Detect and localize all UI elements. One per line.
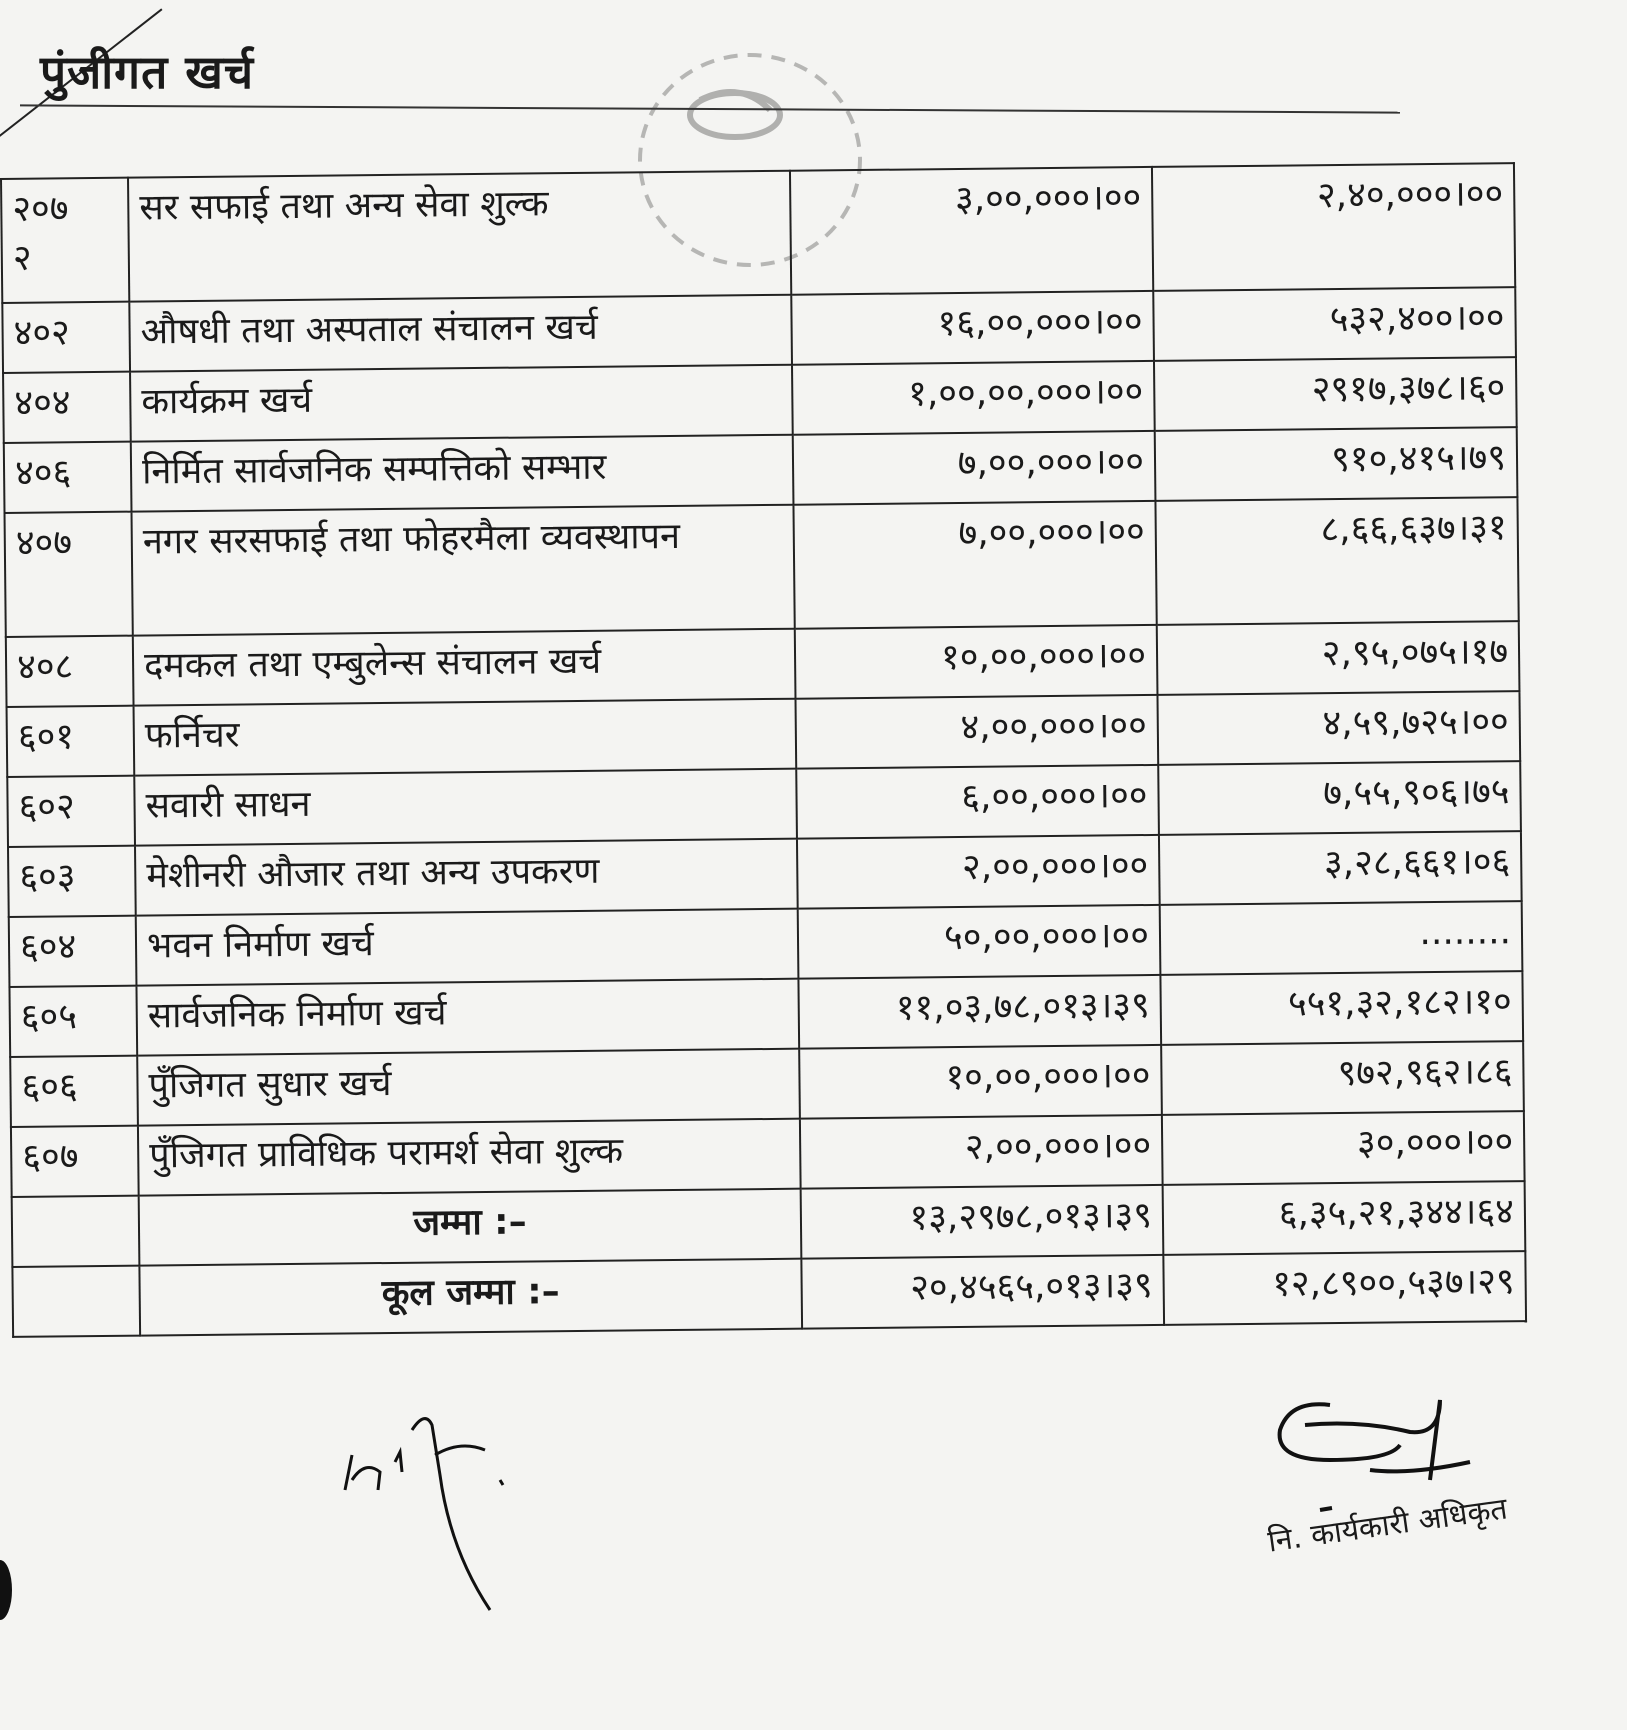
budget-code: ४०४: [3, 372, 131, 443]
budget-code: ४०८: [6, 636, 134, 707]
ledger-row: [5, 497, 1519, 637]
expense-title: फर्निचर: [134, 699, 797, 776]
expense-title: दमकल तथा एम्बुलेन्स संचालन खर्च: [133, 629, 796, 706]
empty-cell: [12, 1266, 140, 1337]
expense-title: पुँजिगत प्राविधिक परामर्श सेवा शुल्क: [138, 1119, 801, 1196]
expense-title: पुँजिगत सुधार खर्च: [137, 1049, 800, 1126]
budget-code: ४०७: [5, 512, 133, 637]
page-heading: पुंजीगत खर्च: [40, 45, 255, 99]
signature-left: [340, 1400, 580, 1630]
budget-amount: १,००,००,०००।००: [792, 361, 1155, 435]
budget-code: ६०४: [9, 916, 137, 987]
budget-amount: २,००,०००।००: [797, 835, 1160, 909]
expense-title: सर सफाई तथा अन्य सेवा शुल्क: [128, 171, 791, 302]
budget-code: ६०३: [8, 846, 136, 917]
expense-amount: ५५१,३२,१८२।१०: [1160, 971, 1523, 1045]
capital-expense-ledger: [0, 162, 1527, 1338]
budget-amount: ५०,००,०००।००: [798, 905, 1161, 979]
expense-amount: ३०,०००।००: [1162, 1111, 1525, 1185]
budget-code: ६०५: [9, 986, 137, 1057]
expense-title: औषधी तथा अस्पताल संचालन खर्च: [129, 295, 792, 372]
expense-title: भवन निर्माण खर्च: [136, 909, 799, 986]
expense-amount: ........: [1160, 901, 1523, 975]
expense-title: सवारी साधन: [134, 769, 797, 846]
budget-amount: २,००,०००।००: [800, 1115, 1163, 1189]
empty-cell: [12, 1196, 140, 1267]
grandtotal-row-label: कूल जम्मा :–: [139, 1259, 802, 1336]
budget-code: ४०६: [4, 442, 132, 513]
expense-amount: ३,२८,६६१।०६: [1159, 831, 1522, 905]
grandtotal-row-budget: २०,४५६५,०१३।३९: [801, 1255, 1164, 1329]
subtotal-row-expense: ६,३५,२१,३४४।६४: [1163, 1181, 1526, 1255]
budget-amount: ३,००,०००।००: [790, 167, 1153, 295]
expense-amount: ८,६६,६३७।३१: [1155, 497, 1518, 625]
budget-amount: ७,००,०००।००: [793, 431, 1156, 505]
budget-code: ६०१: [7, 706, 135, 777]
expense-amount: ४,५९,७२५।००: [1157, 691, 1520, 765]
grandtotal-row: [12, 1251, 1526, 1337]
officer-title: नि. कार्यकारी अधिकृत: [1265, 1491, 1510, 1560]
budget-code: ६०६: [10, 1056, 138, 1127]
budget-amount: ११,०३,७८,०१३।३९: [798, 975, 1161, 1049]
budget-amount: ४,००,०००।००: [795, 695, 1158, 769]
expense-title: नगर सरसफाई तथा फोहरमैला व्यवस्थापन: [132, 505, 795, 636]
expense-title: कार्यक्रम खर्च: [130, 365, 793, 442]
grandtotal-row-expense: १२,८९००,५३७।२९: [1163, 1251, 1526, 1325]
expense-amount: ५३२,४००।००: [1153, 287, 1516, 361]
budget-code: ६०२: [7, 776, 135, 847]
budget-amount: ६,००,०००।००: [796, 765, 1159, 839]
subtotal-row-budget: १३,२९७८,०१३।३९: [801, 1185, 1164, 1259]
expense-amount: २९१७,३७८।६०: [1154, 357, 1517, 431]
expense-amount: ९१०,४१५।७९: [1155, 427, 1518, 501]
expense-amount: ७,५५,९०६।७५: [1158, 761, 1521, 835]
budget-code: ६०७: [11, 1126, 139, 1197]
budget-amount: १६,००,०००।००: [791, 291, 1154, 365]
budget-code: २०७ २: [1, 178, 129, 303]
ledger-table: [0, 162, 1527, 1338]
expense-amount: ९७२,९६२।८६: [1161, 1041, 1524, 1115]
budget-amount: ७,००,०००।००: [793, 501, 1156, 629]
subtotal-row-label: जम्मा :–: [139, 1189, 802, 1266]
expense-title: निर्मित सार्वजनिक सम्पत्तिको सम्भार: [131, 435, 794, 512]
expense-title: सार्वजनिक निर्माण खर्च: [136, 979, 799, 1056]
ledger-row: [1, 163, 1515, 303]
expense-amount: २,४०,०००।००: [1152, 163, 1515, 291]
budget-amount: १०,००,०००।००: [795, 625, 1158, 699]
punch-hole-mark: [0, 1560, 12, 1620]
expense-title: मेशीनरी औजार तथा अन्य उपकरण: [135, 839, 798, 916]
budget-amount: १०,००,०००।००: [799, 1045, 1162, 1119]
budget-code: ४०२: [2, 302, 130, 373]
expense-amount: २,९५,०७५।१७: [1157, 621, 1520, 695]
